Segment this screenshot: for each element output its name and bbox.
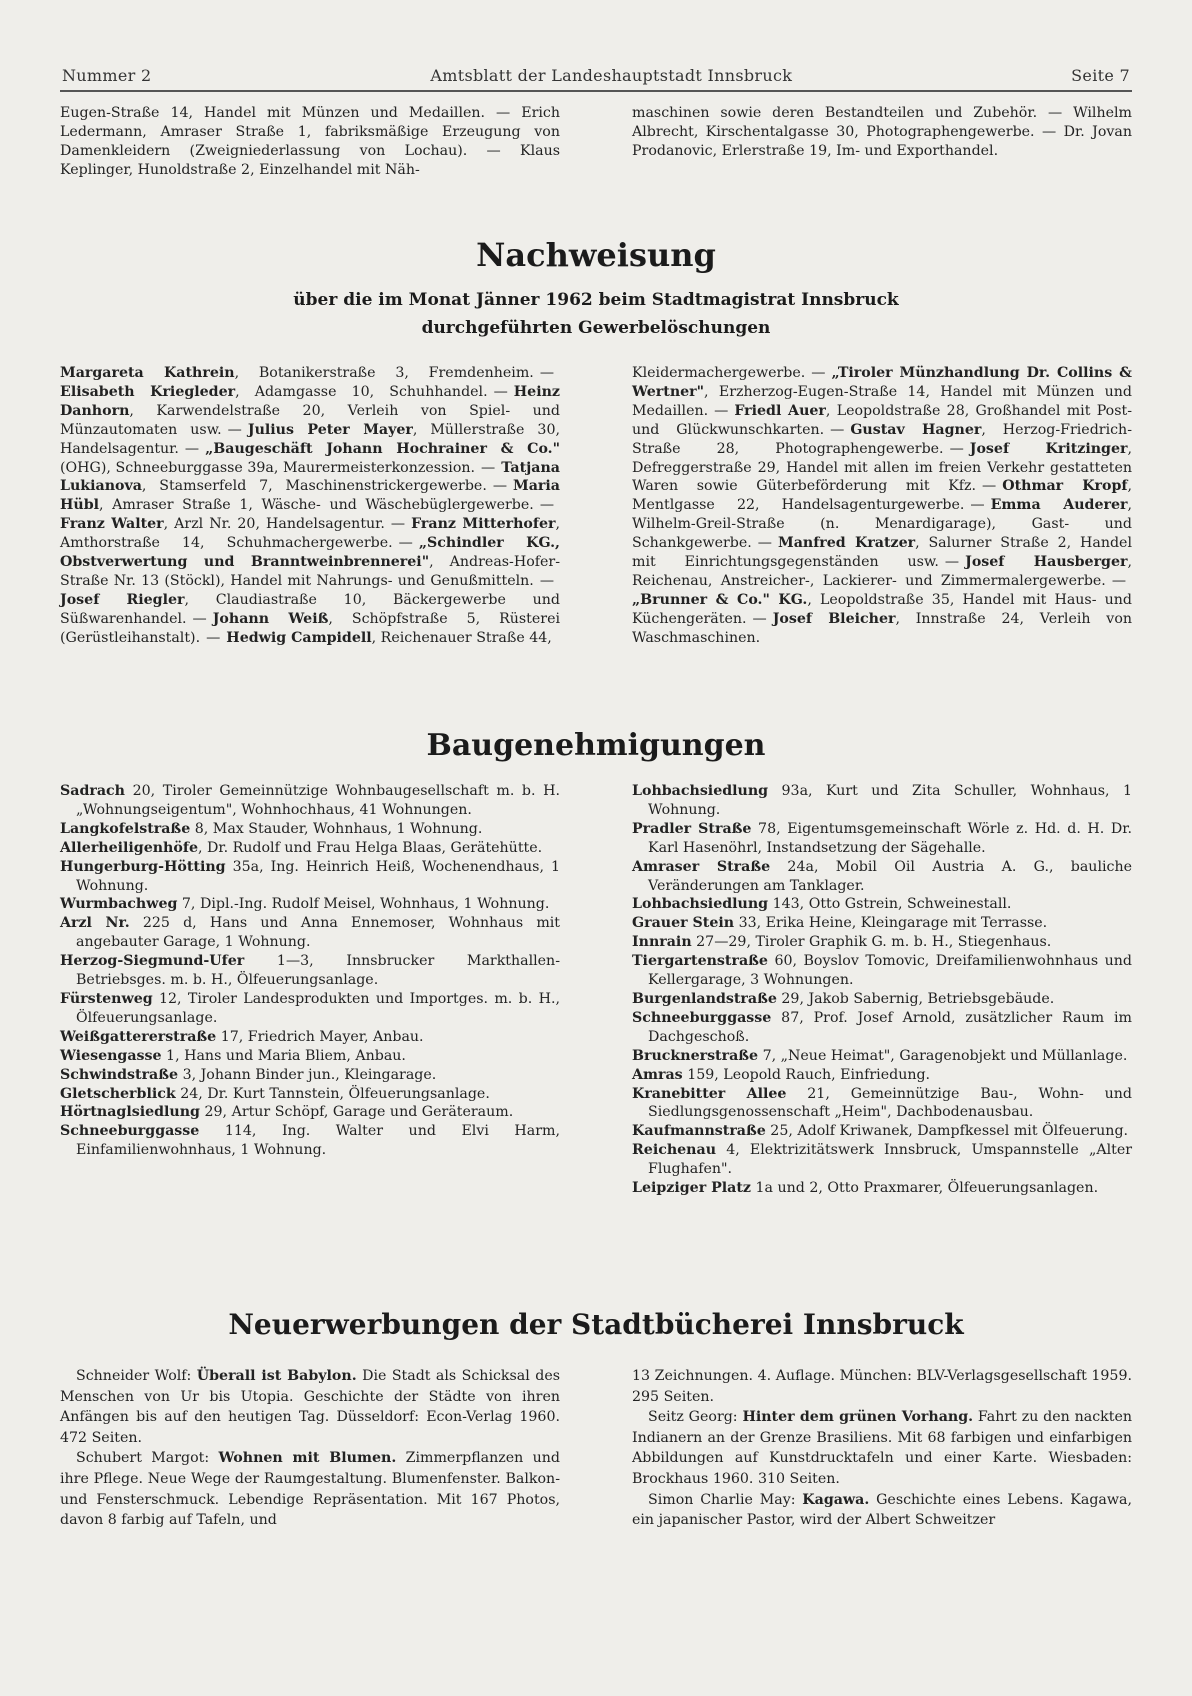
entry-text: , Müllerstraße 30, Handelsagentur.: [60, 421, 560, 457]
entry-text: , Arzl Nr. 20, Handelsagentur.: [163, 516, 385, 533]
neuerwerbungen-title: Neuerwerbungen der Stadtbücherei Innsbruck: [228, 1308, 964, 1341]
permit-address: Langkofelstraße: [60, 820, 191, 837]
permit-text: 12, Tiroler Landesprodukten und Importges. m. b. H., Ölfeuerungsanlage.: [76, 990, 560, 1026]
entry-text: , Salurner Straße 2, Handel mit Einrichtungsgegenständen usw.: [632, 535, 1132, 571]
entry-text: , Botanikerstraße 3, Fremdenheim.: [234, 365, 534, 381]
permit-text: 225 d, Hans und Anna Ennemoser, Wohnhaus mit angebauter Garage, 1 Wohnung.: [76, 915, 561, 951]
permit-entry: [60, 895, 560, 914]
permit-text: 29, Jakob Sabernig, Betriebsgebäude.: [776, 990, 1055, 1007]
permit-address: Tiergartenstraße: [632, 953, 768, 970]
book-title: Hinter dem grünen Vorhang.: [742, 1409, 974, 1426]
baugenehmigungen-title: Baugenehmigungen: [426, 728, 766, 763]
permit-text: 1a und 2, Otto Praxmarer, Ölfeuerungsanlagen.: [750, 1180, 1099, 1197]
entry-text: , Mentlgasse 22, Handelsagenturgewerbe.: [632, 478, 1132, 514]
permit-entry: [60, 839, 560, 858]
permit-text: 114, Ing. Walter und Elvi Harm, Einfamilienwohnhaus, 1 Wohnung.: [76, 1123, 560, 1159]
permit-address: Fürstenweg: [60, 990, 153, 1007]
permit-text: 143, Otto Gstrein, Schweinestall.: [768, 896, 1012, 913]
book-description: Geschichte eines Lebens. Kagawa, ein japanischer Pastor, wird der Albert Schweitzer: [632, 1491, 1132, 1529]
book-description: Fahrt zu den nackten Indianern an der Grenze Brasiliens. Mit 68 farbigen und einfarbigen Abbildungen auf Kunstdrucktafeln und einer Karte. Wiesbaden: Brockhaus 1960. 310 Seiten.: [632, 1409, 1133, 1487]
neuerwerbungen-columns: [60, 1366, 1132, 1531]
permit-text: 60, Boyslov Tomovic, Dreifamilienwohnhaus und Kellergarage, 3 Wohnungen.: [648, 953, 1132, 989]
permit-address: Allerheiligenhöfe: [60, 839, 198, 856]
deregistration-entry: [60, 365, 534, 381]
permit-text: 20, Tiroler Gemeinnützige Wohnbaugesellschaft m. b. H. „Wohnungseigentum", Wohnhochhaus, 41 Wohnungen.: [76, 783, 560, 818]
permit-address: Grauer Stein: [632, 915, 735, 932]
book-entry: [60, 1448, 560, 1530]
permit-entry: [60, 990, 560, 1028]
permit-entry: [60, 1066, 560, 1085]
permit-address: Sadrach: [60, 783, 125, 799]
deregistration-list-left: Margareta Kathrein, Botanikerstraße 3, Fremdenheim. —Elisabeth Kriegleder, Adamgasse 10, Schuhhandel. — Heinz Danhorn, Karwendelstraße 20, Verleih von Spiel- und Münzautomaten usw. — Julius Peter Mayer, Müllerstraße 30, Handelsagentur. — „Baugeschäft Johann Hochrainer & Co." (OHG), Schneeburggasse 39a, Maurermeisterkonzession. — Tatjana Lukianova, Stamserfeld 7, Maschinenstrickergewerbe. — Maria Hübl, Amraser Straße 1, Wäsche- und Wäschebüglergewerbe. —Franz Walter, Arzl Nr. 20, Handelsagentur. — Franz Mitterhofer, Amthorstraße 14, Schuhmachergewerbe. — „Schindler KG., Obstverwertung und Branntweinbrennerei", Andreas-Hofer-Straße Nr. 13 (Stöckl), Handel mit Nahrungs- und Genußmitteln. —Josef Riegler, Claudiastraße 10, Bäckergewerbe und Süßwarenhandel. — Johann Weiß, Schöpfstraße 5, Rüsterei (Gerüstleihanstalt). — Hedwig Campidell, Reichenauer Straße 44,: [60, 365, 561, 646]
permit-text: 24, Dr. Kurt Tannstein, Ölfeuerungsanlage.: [175, 1085, 490, 1102]
book-author: Simon Charlie May:: [648, 1491, 803, 1508]
entry-name: Friedl Auer: [734, 402, 826, 419]
entry-name: Josef Riegler: [60, 591, 185, 608]
book-entry: [60, 1366, 560, 1448]
nachweisung-column-left: [60, 364, 560, 648]
intro-column-right: [632, 104, 1132, 180]
baugenehmigungen-column-left: [60, 782, 560, 1198]
entry-text: , Reichenau, Anstreicher-, Lackierer- und Zimmermalergewerbe.: [632, 554, 1132, 589]
entry-text: , Amthorstraße 14, Schuhmachergewerbe.: [60, 516, 561, 552]
permit-entry: [60, 820, 560, 839]
permit-entry: [632, 952, 1132, 990]
permit-entry: [632, 1047, 1132, 1066]
entry-name: Gustav Hagner: [850, 421, 982, 438]
entry-name: „Baugeschäft Johann Hochrainer & Co.": [205, 440, 560, 457]
permit-entry: [60, 1047, 560, 1066]
entry-name: Johann Weiß: [212, 610, 329, 627]
entry-text: , Schöpfstraße 5, Rüsterei (Gerüstleihanstalt).: [60, 610, 560, 646]
permit-entry: [632, 933, 1132, 952]
permit-address: Schwindstraße: [60, 1066, 179, 1083]
intro-text-right: maschinen sowie deren Bestandteilen und Zubehör. — Wilhelm Albrecht, Kirschentalgasse 30, Photographengewerbe. — Dr. Jovan Prodanovic, Erlerstraße 19, Im- und Exporthandel.: [632, 105, 1132, 159]
permit-entry: [632, 820, 1132, 858]
deregistration-entry: [60, 384, 488, 400]
entry-name: Franz Mitterhofer: [411, 516, 556, 533]
nachweisung-subtitle-line2: durchgeführten Gewerbelöschungen: [421, 318, 771, 338]
permit-address: Gletscherblick: [60, 1085, 176, 1102]
entry-text: , Stamserfeld 7, Maschinenstrickergewerbe.: [141, 478, 487, 495]
entry-text: , Wilhelm-Greil-Straße (n. Menardigarage), Gast- und Schankgewerbe.: [632, 497, 1132, 552]
permit-entry: [60, 782, 560, 820]
permit-entry: [632, 1141, 1132, 1179]
permit-address: Burgenlandstraße: [632, 990, 777, 1007]
permit-entry: [632, 782, 1132, 820]
permit-address: Schneeburggasse: [60, 1123, 200, 1140]
permit-address: Reichenau: [632, 1142, 717, 1159]
permit-text: 24a, Mobil Oil Austria A. G., bauliche Veränderungen am Tanklager.: [648, 858, 1133, 894]
permit-text: 7, Dipl.-Ing. Rudolf Meisel, Wohnhaus, 1 Wohnung.: [177, 896, 550, 913]
continuation-text: Kleidermachergewerbe.: [632, 365, 806, 381]
permit-entry: [632, 1122, 1132, 1141]
permit-text: 25, Adolf Kriwanek, Dampfkessel mit Ölfeuerung.: [765, 1123, 1129, 1140]
neuerwerbungen-column-left: [60, 1366, 560, 1531]
permit-text: 87, Prof. Josef Arnold, zusätzlicher Raum im Dachgeschoß.: [648, 1009, 1132, 1045]
permit-text: 29, Artur Schöpf, Garage und Geräteraum.: [199, 1104, 514, 1121]
permit-address: Kranebitter Allee: [632, 1085, 787, 1102]
permit-entry: [60, 1028, 560, 1047]
permit-text: 17, Friedrich Mayer, Anbau.: [216, 1028, 424, 1045]
header-rule: [60, 90, 1132, 92]
permit-address: Pradler Straße: [632, 820, 752, 837]
entry-text: , Claudiastraße 10, Bäckergewerbe und Süßwarenhandel.: [60, 591, 561, 627]
entry-name: Franz Walter: [60, 516, 164, 533]
permit-entry: [60, 1085, 560, 1104]
entry-text: , Defreggerstraße 29, Handel mit allen im freien Verkehr gestatteten Waren sowie Güterbeförderung mit Kfz.: [632, 440, 1132, 495]
permit-text: 4, Elektrizitätswerk Innsbruck, Umspannstelle „Alter Flughafen".: [648, 1142, 1132, 1178]
permit-entry: [60, 1103, 560, 1122]
permit-entry: [632, 858, 1132, 896]
deregistration-entry: [60, 516, 385, 532]
permit-entry: [60, 1122, 560, 1160]
intro-columns: [60, 104, 1132, 180]
nachweisung-title: Nachweisung: [476, 236, 716, 274]
entry-name: Hedwig Campidell: [226, 629, 372, 646]
entry-text: , Erzherzog-Eugen-Straße 14, Handel mit Münzen und Medaillen.: [632, 383, 1132, 419]
permit-entry: [632, 1085, 1132, 1123]
permit-address: Weißgattererstraße: [60, 1028, 217, 1045]
entry-text: , Reichenauer Straße 44,: [371, 629, 552, 646]
permit-address: Amras: [632, 1066, 683, 1083]
permit-address: Herzog-Siegmund-Ufer: [60, 953, 245, 970]
permit-address: Wurmbachweg: [60, 896, 178, 913]
permit-text: 93a, Kurt und Zita Schuller, Wohnhaus, 1 Wohnung.: [648, 783, 1132, 818]
entry-name: Elisabeth Kriegleder: [60, 383, 236, 400]
permit-address: Kaufmannstraße: [632, 1123, 766, 1140]
permit-address: Schneeburggasse: [632, 1009, 772, 1026]
book-author: Seitz Georg:: [648, 1409, 743, 1426]
permit-text: 33, Erika Heine, Kleingarage mit Terrasse.: [734, 915, 1048, 932]
permit-text: 27—29, Tiroler Graphik G. m. b. H., Stiegenhaus.: [691, 934, 1052, 951]
entry-text: , Leopoldstraße 35, Handel mit Haus- und Küchengeräten.: [632, 591, 1132, 627]
permit-text: 1—3, Innsbrucker Markthallen-Betriebsges. m. b. H., Ölfeuerungsanlage.: [76, 953, 560, 989]
entry-name: Margareta Kathrein: [60, 365, 235, 381]
book-author: Schneider Wolf:: [76, 1368, 197, 1384]
permit-entry: [632, 914, 1132, 933]
running-head: [62, 66, 1130, 85]
permit-text: 35a, Ing. Heinrich Heiß, Wochenendhaus, 1 Wohnung.: [76, 858, 560, 894]
book-title: Überall ist Babylon.: [196, 1368, 357, 1384]
permit-address: Wiesengasse: [60, 1047, 162, 1064]
entry-text: , Adamgasse 10, Schuhhandel.: [235, 383, 488, 400]
permit-text: 21, Gemeinnützige Bau-, Wohn- und Siedlungsgenossenschaft „Heim", Dachbodenausbau.: [648, 1085, 1132, 1121]
permit-address: Hörtnaglsiedlung: [60, 1104, 200, 1121]
nachweisung-columns: [60, 364, 1132, 648]
deregistration-list-right: Kleidermachergewerbe. — „Tiroler Münzhandlung Dr. Collins & Wertner", Erzherzog-Eugen-Straße 14, Handel mit Münzen und Medaillen. — Friedl Auer, Leopoldstraße 28, Großhandel mit Post- und Glückwunschkarten. — Gustav Hagner, Herzog-Friedrich-Straße 28, Photographengewerbe. — Josef Kritzinger, Defreggerstraße 29, Handel mit allen im freien Verkehr gestatteten Waren sowie Güterbeförderung mit Kfz. — Othmar Kropf, Mentlgasse 22, Handelsagenturgewerbe. — Emma Auderer, Wilhelm-Greil-Straße (n. Menardigarage), Gast- und Schankgewerbe. — Manfred Kratzer, Salurner Straße 2, Handel mit Einrichtungsgegenständen usw. — Josef Hausberger, Reichenau, Anstreicher-, Lackierer- und Zimmermalergewerbe. —„Brunner & Co." KG., Leopoldstraße 35, Handel mit Haus- und Küchengeräten. — Josef Bleicher, Innstraße 24, Verleih von Waschmaschinen.: [632, 365, 1132, 646]
permit-text: 8, Max Stauder, Wohnhaus, 1 Wohnung.: [190, 820, 483, 837]
permit-text: 159, Leopold Rauch, Einfriedung.: [682, 1066, 931, 1083]
book-description: Zimmerpflanzen und ihre Pflege. Neue Wege der Raumgestaltung. Blumenfenster. Balkon- und Fensterschmuck. Lebendige Repräsentation. Mit 167 Photos, davon 8 farbig auf Tafeln, und: [60, 1450, 560, 1529]
entry-name: Josef Hausberger: [965, 554, 1128, 571]
entry-name: Emma Auderer: [990, 497, 1128, 514]
entry-text: , Herzog-Friedrich-Straße 28, Photographengewerbe.: [632, 421, 1132, 457]
entry-text: , Leopoldstraße 28, Großhandel mit Post- und Glückwunschkarten.: [632, 402, 1132, 438]
book-entry: [632, 1407, 1132, 1489]
permit-entry: [632, 990, 1132, 1009]
permit-entry: [60, 952, 560, 990]
entry-text: , Andreas-Hofer-Straße Nr. 13 (Stöckl), Handel mit Nahrungs- und Genußmitteln.: [60, 554, 560, 589]
entry-name: Maria Hübl: [60, 478, 560, 514]
permit-address: Innrain: [632, 934, 692, 951]
permit-entry: [632, 1009, 1132, 1047]
permit-address: Amraser Straße: [632, 858, 771, 875]
book-continuation: 13 Zeichnungen. 4. Auflage. München: BLV-Verlagsgesellschaft 1959. 295 Seiten.: [632, 1368, 1132, 1405]
book-description: Die Stadt als Schicksal des Menschen von Ur bis Utopia. Geschichte der Städte von ihren Anfängen bis auf den heutigen Tag. Düsseldorf: Econ-Verlag 1960. 472 Seiten.: [60, 1368, 560, 1446]
baugenehmigungen-column-right: [632, 782, 1132, 1198]
entry-name: Josef Bleicher: [772, 610, 896, 627]
permit-address: Arzl Nr.: [60, 915, 130, 932]
entry-text: , Innstraße 24, Verleih von Waschmaschinen.: [632, 610, 1132, 646]
permit-text: 1, Hans und Maria Bliem, Anbau.: [161, 1047, 406, 1064]
entry-name: „Schindler KG., Obstverwertung und Branntweinbrennerei": [60, 535, 560, 571]
entry-name: Josef Kritzinger: [969, 440, 1128, 457]
publication-title: Amtsblatt der Landeshauptstadt Innsbruck: [430, 66, 793, 85]
entry-text: , Karwendelstraße 20, Verleih von Spiel- und Münzautomaten usw.: [60, 402, 560, 438]
permit-entry: [632, 1179, 1132, 1198]
page-number: Seite 7: [1071, 66, 1130, 85]
permit-address: Lohbachsiedlung: [632, 783, 769, 799]
entry-name: Tatjana Lukianova: [60, 459, 560, 495]
entry-name: Heinz Danhorn: [60, 383, 560, 419]
intro-text-left: Eugen-Straße 14, Handel mit Münzen und Medaillen. — Erich Ledermann, Amraser Straße 1, fabriksmäßige Erzeugung von Damenkleidern (Zweigniederlassung von Lochau). — Klaus Keplinger, Hunoldstraße 2, Einzelhandel mit Näh-: [60, 105, 560, 178]
entry-name: „Brunner & Co." KG.: [632, 591, 808, 608]
book-title: Wohnen mit Blumen.: [218, 1450, 397, 1467]
entry-name: Julius Peter Mayer: [247, 421, 413, 438]
permit-entry: [632, 895, 1132, 914]
intro-column-left: [60, 104, 560, 180]
permit-address: Brucknerstraße: [632, 1047, 759, 1064]
book-author: Schubert Margot:: [76, 1450, 219, 1467]
permit-address: Hungerburg-Hötting: [60, 858, 226, 875]
entry-text: (OHG), Schneeburggasse 39a, Maurermeisterkonzession.: [60, 459, 476, 476]
entry-name: Othmar Kropf: [1002, 478, 1128, 495]
book-title: Kagawa.: [802, 1491, 870, 1508]
nachweisung-subtitle-line1: über die im Monat Jänner 1962 beim Stadtmagistrat Innsbruck: [293, 290, 899, 310]
baugenehmigungen-columns: [60, 782, 1132, 1198]
neuerwerbungen-column-right: [632, 1366, 1132, 1531]
issue-number: Nummer 2: [62, 66, 152, 85]
deregistration-entry: [226, 630, 552, 646]
permit-entry: [60, 914, 560, 952]
permit-text: 7, „Neue Heimat", Garagenobjekt und Müllanlage.: [758, 1047, 1128, 1064]
permit-text: 78, Eigentumsgemeinschaft Wörle z. Hd. d. H. Dr. Karl Hasenöhrl, Instandsetzung der Sägehalle.: [648, 820, 1133, 856]
permit-text: 3, Johann Binder jun., Kleingarage.: [178, 1066, 437, 1083]
permit-text: , Dr. Rudolf und Frau Helga Blaas, Gerätehütte.: [197, 839, 543, 856]
permit-entry: [60, 858, 560, 896]
entry-name: Manfred Kratzer: [777, 535, 916, 552]
entry-text: , Amraser Straße 1, Wäsche- und Wäschebüglergewerbe.: [99, 497, 534, 514]
permit-address: Lohbachsiedlung: [632, 896, 769, 913]
permit-address: Leipziger Platz: [632, 1180, 751, 1197]
permit-entry: [632, 1066, 1132, 1085]
entry-name: „Tiroler Münzhandlung Dr. Collins & Wertner": [632, 365, 1132, 400]
nachweisung-column-right: [632, 364, 1132, 648]
book-entry: [632, 1490, 1132, 1531]
